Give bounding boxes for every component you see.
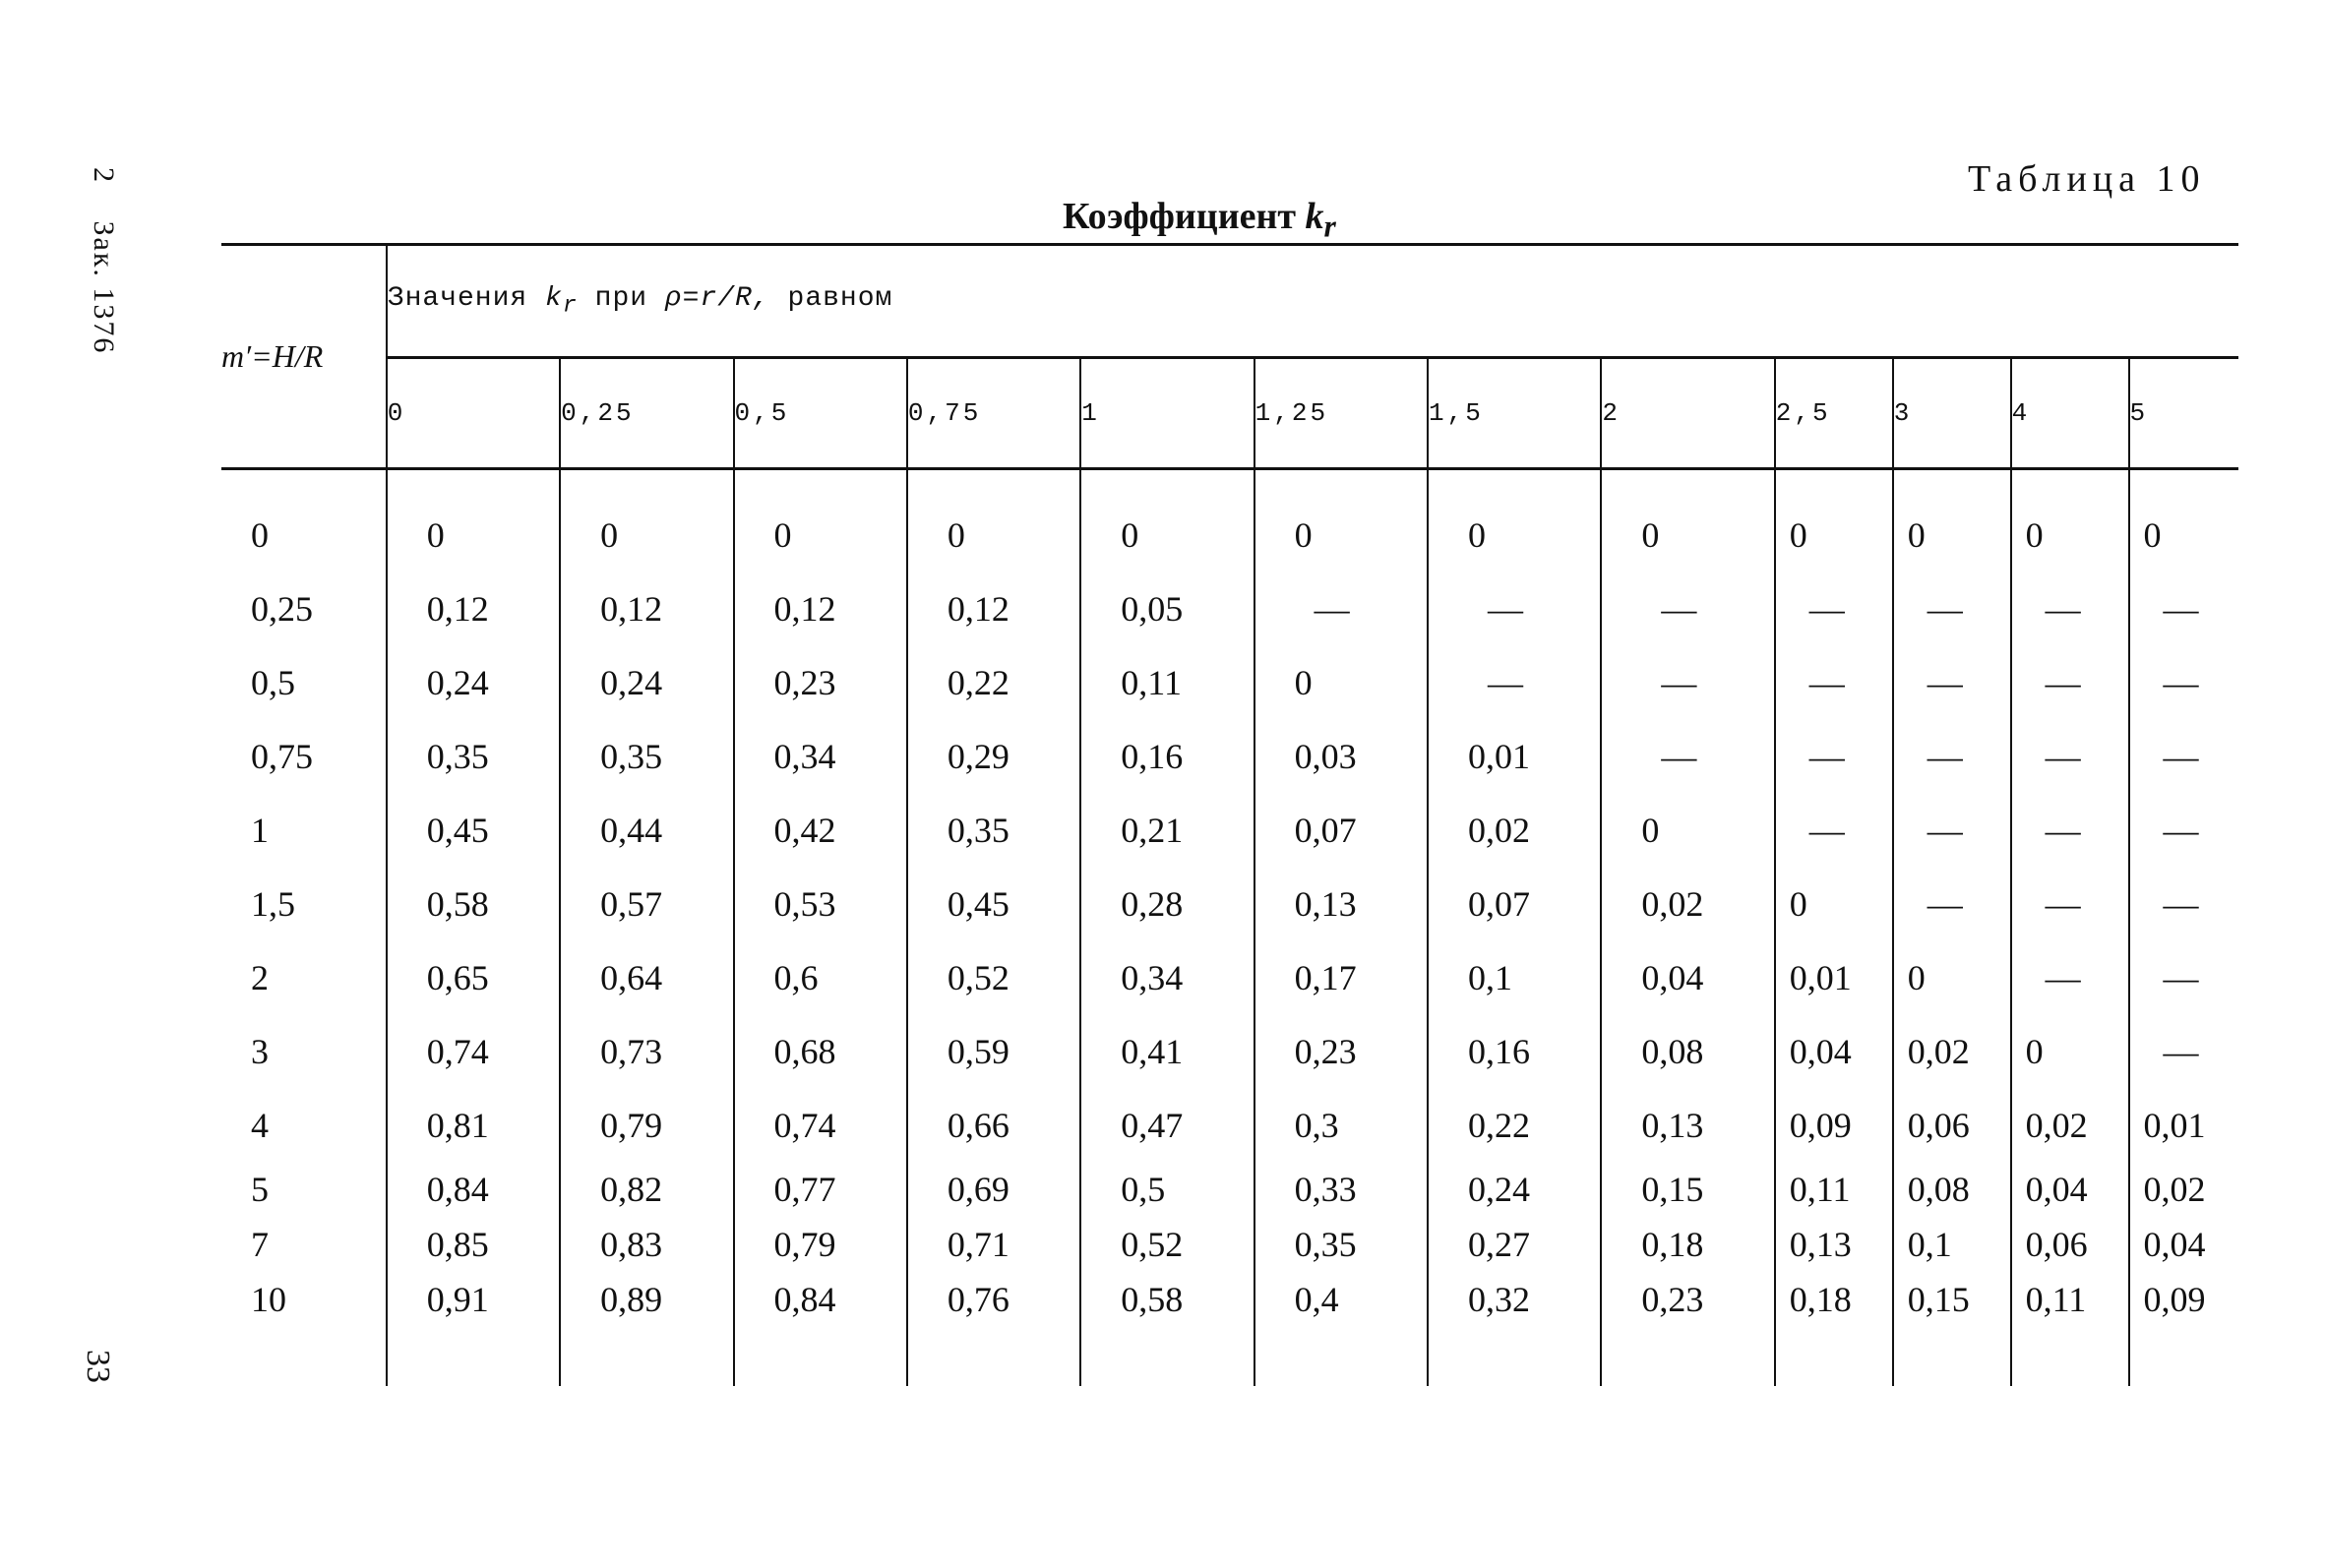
table-cell: 0,16 (1080, 719, 1254, 793)
spacer-cell (221, 1327, 387, 1386)
spacer-cell (387, 1327, 560, 1386)
column-header: 1,25 (1254, 358, 1428, 469)
column-header: 0,5 (734, 358, 907, 469)
side-margin-note (87, 167, 120, 354)
table-cell: — (1254, 572, 1428, 645)
row-header: m′=H/R (221, 245, 387, 469)
spacer-cell (907, 1327, 1080, 1386)
table-cell: 0,91 (387, 1272, 560, 1327)
table-cell: — (1893, 645, 2011, 719)
table-cell: 0,79 (734, 1217, 907, 1272)
row-m-value: 5 (221, 1162, 387, 1217)
table-cell: 0,23 (1254, 1014, 1428, 1088)
table-cell: 0,22 (907, 645, 1080, 719)
table-cell: 0 (387, 469, 560, 573)
table-cell: 0,09 (1775, 1088, 1893, 1162)
table-cell: 0,1 (1428, 940, 1601, 1014)
spacer-cell (1775, 1327, 1893, 1386)
table-cell: 0,45 (387, 793, 560, 867)
table-cell: 0,09 (2143, 1280, 2206, 1319)
spacer-cell (1428, 1327, 1601, 1386)
table-cell: 0 (2011, 469, 2129, 573)
table-cell: 0,11 (1775, 1162, 1893, 1217)
column-header: 1,5 (1428, 358, 1601, 469)
table-cell: 0 (1893, 469, 2011, 573)
table-cell: 0,22 (1428, 1088, 1601, 1162)
table-cell: 0 (1775, 469, 1893, 573)
table-cell: 0,23 (1601, 1272, 1774, 1327)
table-cell: 0,11 (1080, 645, 1254, 719)
sheet-number: 2 (88, 167, 120, 184)
table-cell: — (1893, 867, 2011, 940)
table-cell: — (1775, 719, 1893, 793)
table-title (1063, 195, 1336, 245)
table-cell: 0,68 (734, 1014, 907, 1088)
table-cell: — (2163, 1031, 2199, 1071)
table-cell: 0,33 (1254, 1162, 1428, 1217)
table-cell: 0,11 (2011, 1272, 2129, 1327)
table-cell: 0,04 (1775, 1014, 1893, 1088)
table-cell: — (2011, 867, 2129, 940)
table-cell: 0 (907, 469, 1080, 573)
table-cell: 0,24 (560, 645, 733, 719)
table-cell: 0,6 (734, 940, 907, 1014)
table-cell: — (1601, 719, 1774, 793)
table-cell: 0,57 (560, 867, 733, 940)
table-title-symbol: $k_r$ (1305, 196, 1336, 244)
table-cell: — (1775, 572, 1893, 645)
table-cell: 0,05 (1080, 572, 1254, 645)
table-cell: 0,12 (734, 572, 907, 645)
table-cell: 0,69 (907, 1162, 1080, 1217)
row-m-value: 1,5 (221, 867, 387, 940)
table-cell: 0,5 (1080, 1162, 1254, 1217)
table-cell: 0,73 (560, 1014, 733, 1088)
table-cell: 0,44 (560, 793, 733, 867)
row-m-value: 2 (221, 940, 387, 1014)
table-row (221, 940, 2238, 1014)
table-cell: 0 (1254, 469, 1428, 573)
table-row (221, 572, 2238, 645)
table-row (221, 1162, 2238, 1217)
row-m-value: 3 (221, 1014, 387, 1088)
table-cell: 0,06 (2011, 1217, 2129, 1272)
table-cell: — (2011, 940, 2129, 1014)
table-cell: 0,12 (387, 572, 560, 645)
table-cell: 0,01 (1428, 719, 1601, 793)
table-cell: 0,15 (1893, 1272, 2011, 1327)
table-cell: 0,27 (1428, 1217, 1601, 1272)
row-m-value: 1 (221, 793, 387, 867)
table-cell: 0,07 (1254, 793, 1428, 867)
table-cell: 0,59 (907, 1014, 1080, 1088)
table-cell: — (2163, 883, 2199, 924)
table-cell: 0,47 (1080, 1088, 1254, 1162)
table-cell: — (2163, 588, 2199, 629)
table-cell: 0,34 (734, 719, 907, 793)
table-row (221, 1272, 2238, 1327)
table-cell: 0,64 (560, 940, 733, 1014)
table-cell: 0,04 (1601, 940, 1774, 1014)
table-cell: 0,76 (907, 1272, 1080, 1327)
table-cell: 0,35 (560, 719, 733, 793)
table-cell: 0,08 (1601, 1014, 1774, 1088)
table-cell: 0 (734, 469, 907, 573)
table-cell: 0,58 (1080, 1272, 1254, 1327)
table-cell: 0,06 (1893, 1088, 2011, 1162)
table-cell: 0,01 (2143, 1105, 2206, 1145)
table-cell: 0,07 (1428, 867, 1601, 940)
table-cell: 0,74 (387, 1014, 560, 1088)
table-cell: — (1893, 572, 2011, 645)
table-cell: — (1893, 719, 2011, 793)
table-cell: 0,21 (1080, 793, 1254, 867)
spacer-cell (734, 1327, 907, 1386)
column-header: 2,5 (1775, 358, 1893, 469)
table-row (221, 1217, 2238, 1272)
table-cell: 0,28 (1080, 867, 1254, 940)
table-spacer-row (221, 1327, 2238, 1386)
table-cell: 0,58 (387, 867, 560, 940)
table-cell: — (1775, 793, 1893, 867)
spacer-cell (560, 1327, 733, 1386)
page-number: 33 (80, 1350, 116, 1383)
table-cell: 0,82 (560, 1162, 733, 1217)
table-cell: 0,65 (387, 940, 560, 1014)
spacer-cell (1254, 1327, 1428, 1386)
table-cell: 0 (2011, 1014, 2129, 1088)
column-header: 3 (1893, 358, 2011, 469)
table-cell: 0 (1428, 469, 1601, 573)
table-cell: 0,02 (2011, 1088, 2129, 1162)
spacer-cell (1893, 1327, 2011, 1386)
table-row (221, 469, 2238, 573)
column-group-header: Значения $k_r$ при ρ=r/R, равном (387, 245, 2238, 358)
table-cell: — (1428, 645, 1601, 719)
table-cell: 0,32 (1428, 1272, 1601, 1327)
table-cell: 0,29 (907, 719, 1080, 793)
column-header: 0,25 (560, 358, 733, 469)
table-row (221, 793, 2238, 867)
table-cell: 0,18 (1775, 1272, 1893, 1327)
table-title-prefix: Коэффициент (1063, 196, 1297, 237)
table-cell: 0,66 (907, 1088, 1080, 1162)
table-cell: 0 (1775, 867, 1893, 940)
table-cell: 0,84 (734, 1272, 907, 1327)
table-cell: 0,4 (1254, 1272, 1428, 1327)
column-header: 4 (2011, 358, 2129, 469)
table-body (221, 469, 2238, 1387)
table-cell: — (2163, 736, 2199, 776)
table-label: Таблица 10 (1968, 158, 2206, 200)
table-cell: 0,04 (2143, 1225, 2206, 1264)
table-cell: 0,18 (1601, 1217, 1774, 1272)
coefficient-table (221, 243, 2238, 1386)
table-row (221, 645, 2238, 719)
table-cell: — (2011, 793, 2129, 867)
row-m-value: 7 (221, 1217, 387, 1272)
table-cell: 0,79 (560, 1088, 733, 1162)
table-cell: 0,34 (1080, 940, 1254, 1014)
table-cell: — (2163, 810, 2199, 850)
table-cell: 0 (560, 469, 733, 573)
row-m-value: 0 (221, 469, 387, 573)
table-cell: 0,83 (560, 1217, 733, 1272)
column-header: 5 (2129, 398, 2149, 428)
table-cell: — (2011, 645, 2129, 719)
table-cell: 0,24 (387, 645, 560, 719)
table-cell: 0,85 (387, 1217, 560, 1272)
column-header: 0 (387, 358, 560, 469)
table-cell: — (2011, 572, 2129, 645)
table-cell: 0,02 (1428, 793, 1601, 867)
table-cell: 0,89 (560, 1272, 733, 1327)
table-cell: 0,13 (1775, 1217, 1893, 1272)
table-cell: — (1428, 572, 1601, 645)
spacer-cell (1080, 1327, 1254, 1386)
table-cell: 0,02 (1893, 1014, 2011, 1088)
table-cell: 0,35 (907, 793, 1080, 867)
table-cell: 0,12 (560, 572, 733, 645)
table-cell: 0,81 (387, 1088, 560, 1162)
table-cell: 0 (2143, 514, 2162, 555)
row-m-value: 10 (221, 1272, 387, 1327)
spacer-cell (2011, 1327, 2129, 1386)
table-row (221, 1088, 2238, 1162)
table-cell: — (2163, 662, 2199, 702)
table-cell: 0,12 (907, 572, 1080, 645)
order-number: Зак. 1376 (88, 220, 120, 355)
table-cell: 0,45 (907, 867, 1080, 940)
table-cell: — (1775, 645, 1893, 719)
column-header-row (221, 358, 2238, 469)
table-cell: 0,16 (1428, 1014, 1601, 1088)
table-cell: 0,35 (387, 719, 560, 793)
table-cell: 0,84 (387, 1162, 560, 1217)
table-cell: 0,13 (1601, 1088, 1774, 1162)
table-cell: 0 (1601, 793, 1774, 867)
column-header: 2 (1601, 358, 1774, 469)
table-cell: 0,35 (1254, 1217, 1428, 1272)
table-cell: 0,52 (1080, 1217, 1254, 1272)
table-cell: — (2011, 719, 2129, 793)
table-cell: 0 (1601, 469, 1774, 573)
spacer-cell (2129, 1327, 2238, 1386)
table-cell: 0,52 (907, 940, 1080, 1014)
table-cell: — (1893, 793, 2011, 867)
table-cell: 0,03 (1254, 719, 1428, 793)
table-cell: 0 (1893, 940, 2011, 1014)
table-row (221, 867, 2238, 940)
table-cell: 0,1 (1893, 1217, 2011, 1272)
table-cell: 0,53 (734, 867, 907, 940)
table-cell: — (1601, 645, 1774, 719)
table-cell: 0,02 (1601, 867, 1774, 940)
column-header: 1 (1080, 358, 1254, 469)
table-cell: 0,23 (734, 645, 907, 719)
table-cell: 0,41 (1080, 1014, 1254, 1088)
column-header: 0,75 (907, 358, 1080, 469)
row-m-value: 0,5 (221, 645, 387, 719)
table-cell: 0 (1254, 645, 1428, 719)
table-row (221, 719, 2238, 793)
table-cell: 0,08 (1893, 1162, 2011, 1217)
table-cell: 0,42 (734, 793, 907, 867)
table-cell: 0,13 (1254, 867, 1428, 940)
table-cell: 0,17 (1254, 940, 1428, 1014)
table-cell: 0,04 (2011, 1162, 2129, 1217)
table-cell: 0,77 (734, 1162, 907, 1217)
table-cell: 0,74 (734, 1088, 907, 1162)
table-cell: 0,01 (1775, 940, 1893, 1014)
spacer-cell (1601, 1327, 1774, 1386)
row-m-value: 0,75 (221, 719, 387, 793)
table-cell: 0 (1080, 469, 1254, 573)
table-cell: 0,3 (1254, 1088, 1428, 1162)
table-cell: 0,71 (907, 1217, 1080, 1272)
table-cell: — (2163, 957, 2199, 997)
table-cell: 0,24 (1428, 1162, 1601, 1217)
table-cell: 0,15 (1601, 1162, 1774, 1217)
row-m-value: 0,25 (221, 572, 387, 645)
table-cell: — (1601, 572, 1774, 645)
table-cell: 0,02 (2143, 1170, 2206, 1209)
table-row (221, 1014, 2238, 1088)
row-m-value: 4 (221, 1088, 387, 1162)
